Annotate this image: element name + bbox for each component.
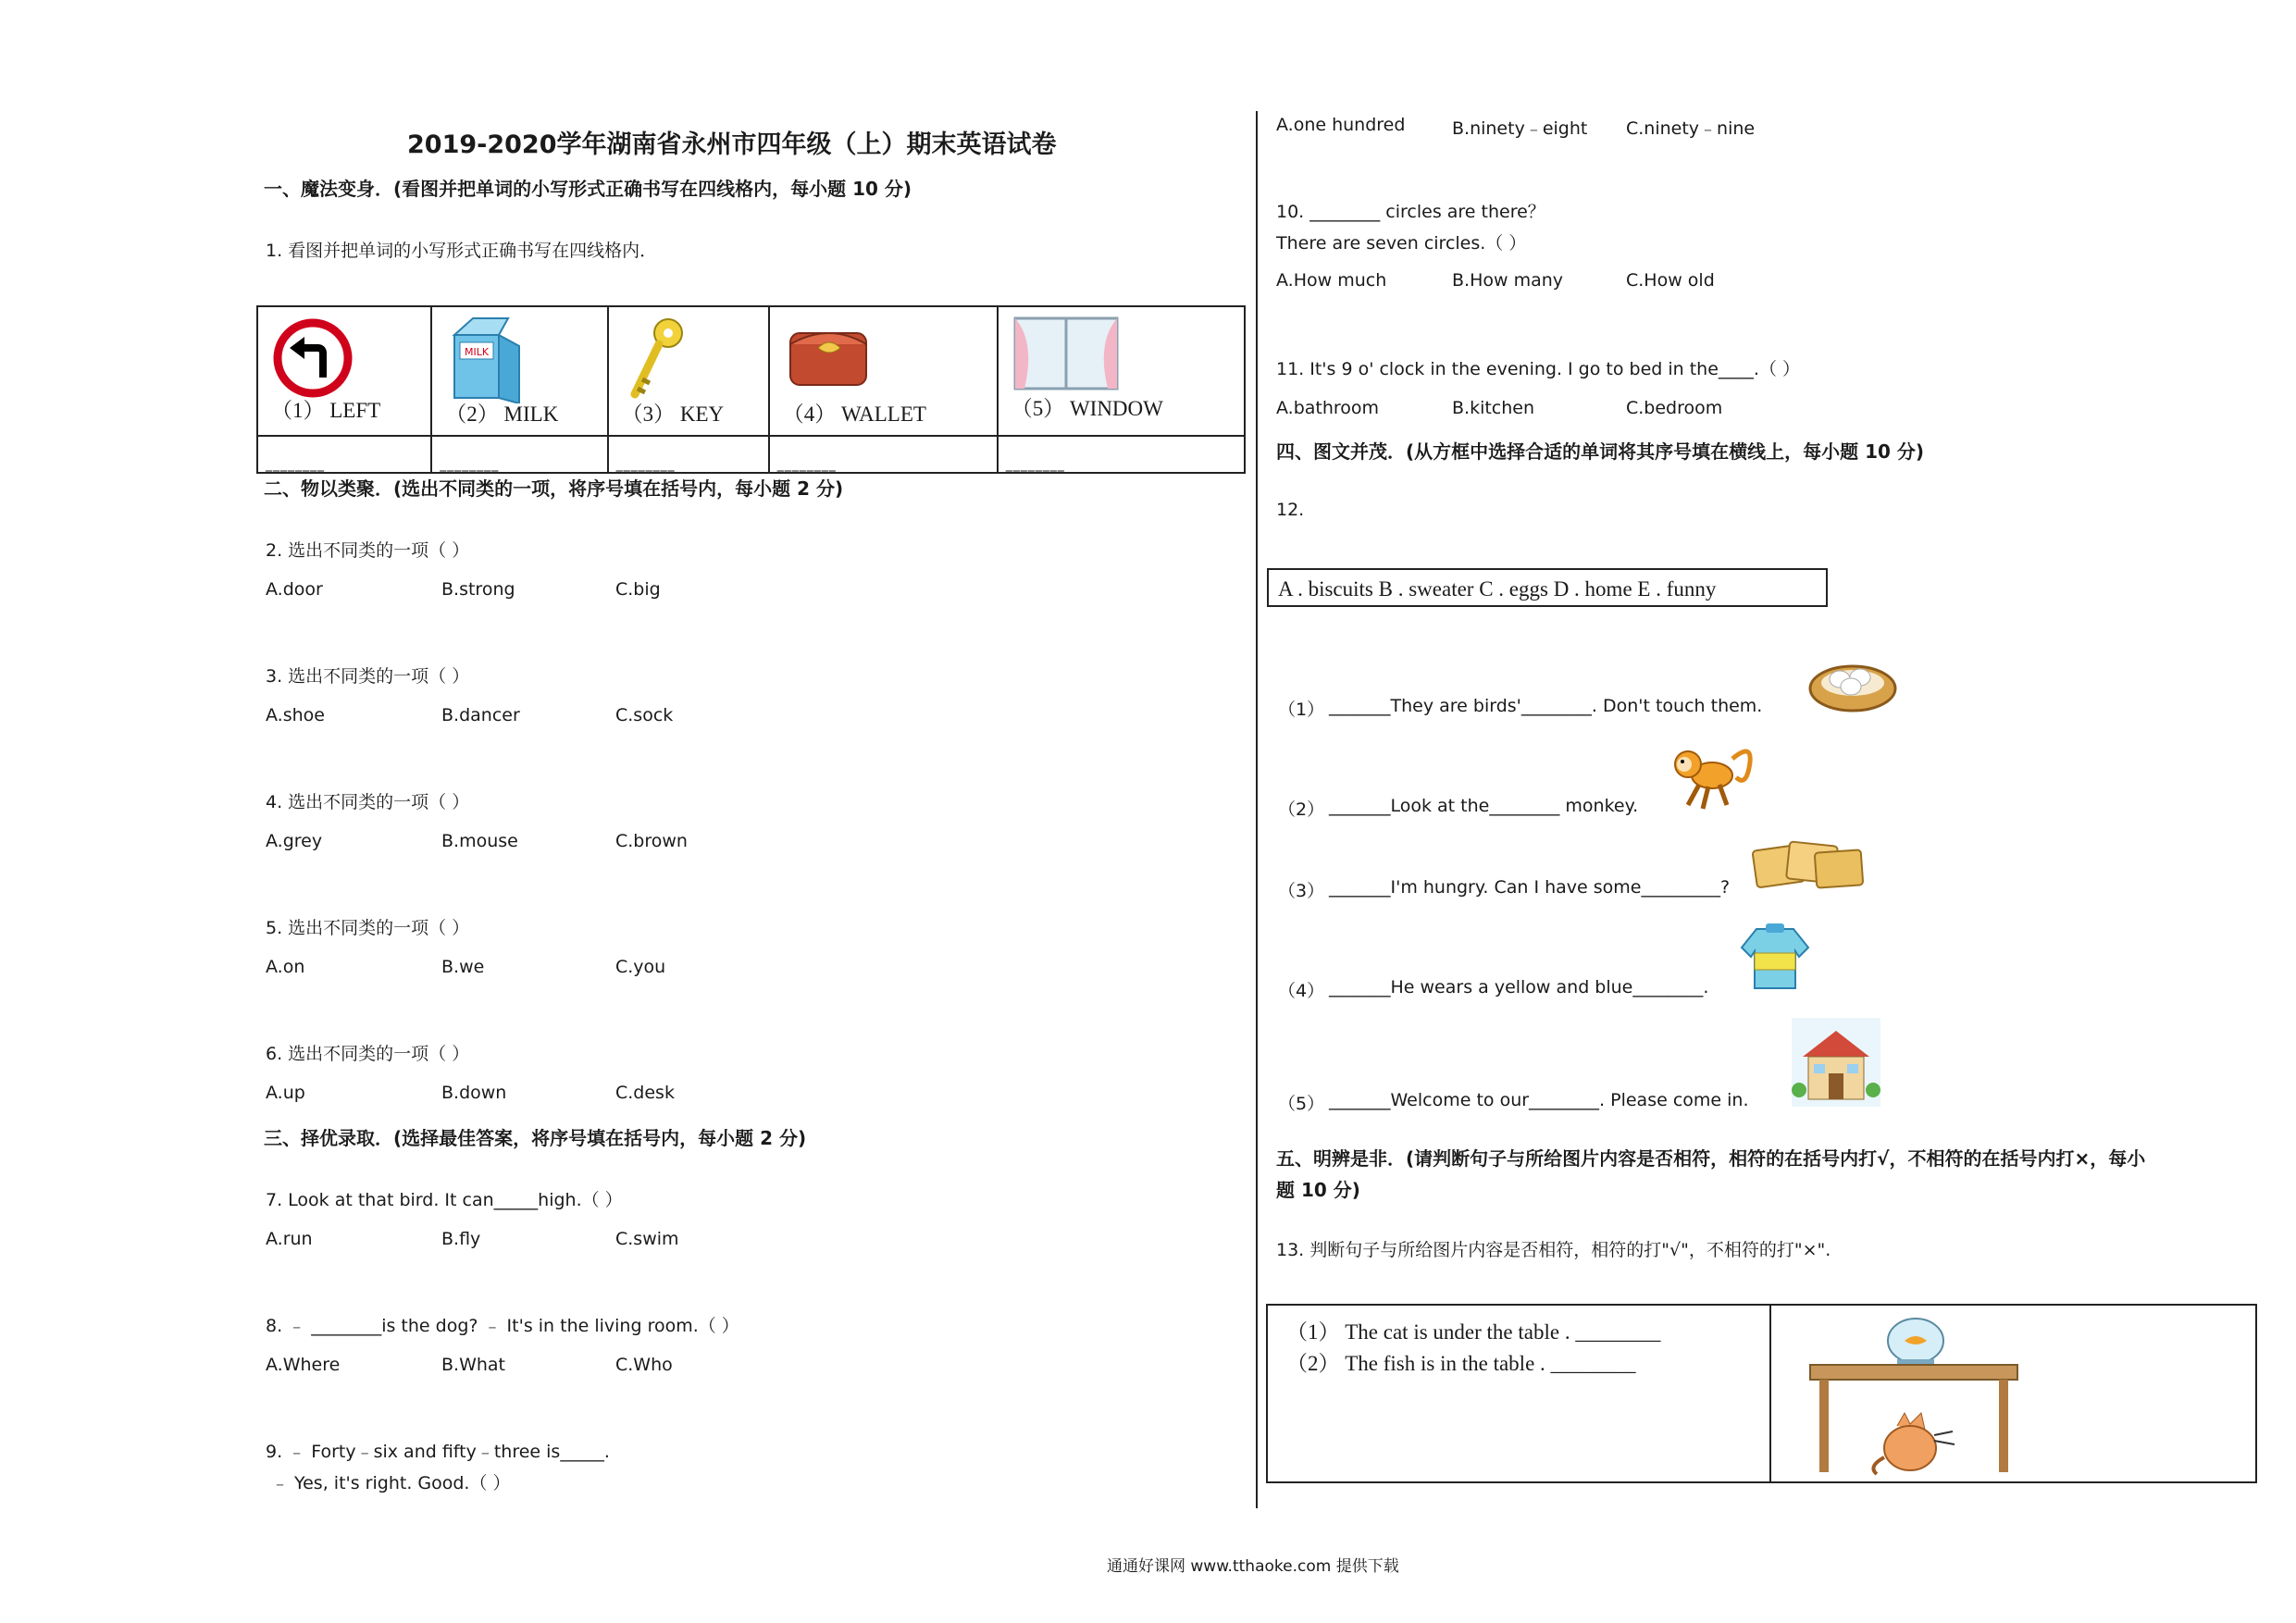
option-2a[interactable]: A.door (266, 579, 323, 600)
item-3-number: （3） (1278, 881, 1325, 901)
picture-label-3: （3） KEY (621, 403, 725, 426)
judgement-table (1266, 1304, 2257, 1483)
question-4: 4. 选出不同类的一项（ ） (266, 792, 470, 812)
answer-cell-3[interactable]: ________ (608, 436, 769, 473)
question-2: 2. 选出不同类的一项（ ） (266, 540, 470, 561)
option-9b[interactable]: B.ninety﹣eight (1452, 118, 1588, 139)
option-7b[interactable]: B.fly (441, 1229, 481, 1249)
option-8a[interactable]: A.Where (266, 1355, 341, 1375)
answer-cell-1[interactable]: ________ (257, 436, 431, 473)
option-3c[interactable]: C.sock (615, 705, 674, 725)
question-8: 8. ﹣ ________is the dog? ﹣ It's in the living room.（ ） (266, 1316, 739, 1336)
biscuits-icon (1751, 836, 1868, 894)
judgement-sentence-2[interactable]: （2） The fish is in the table . ________ (1286, 1352, 1636, 1375)
option-11b[interactable]: B.kitchen (1452, 398, 1535, 418)
question-5: 5. 选出不同类的一项（ ） (266, 918, 470, 938)
option-6b[interactable]: B.down (441, 1083, 507, 1103)
option-8b[interactable]: B.What (441, 1355, 505, 1375)
monkey-icon (1666, 731, 1758, 814)
picture-cell-window (998, 306, 1245, 436)
cat-under-table-fishbowl-icon (1795, 1309, 2027, 1481)
section4-heading: 四、图文并茂．(从方框中选择合适的单词将其序号填在横线上，每小题 10 分) (1276, 440, 1925, 463)
option-10c[interactable]: C.How old (1626, 270, 1715, 291)
option-2b[interactable]: B.strong (441, 579, 515, 600)
column-divider (1256, 111, 1258, 1508)
option-9c[interactable]: C.ninety﹣nine (1626, 118, 1756, 139)
picture-label-2: （2） MILK (445, 403, 559, 426)
item-2-text[interactable]: _______Look at the________ monkey. (1329, 796, 1639, 816)
option-6c[interactable]: C.desk (615, 1083, 675, 1103)
item-5-text[interactable]: _______Welcome to our________. Please come in. (1329, 1090, 1749, 1110)
window-icon (1011, 315, 1121, 392)
sweater-icon (1738, 920, 1812, 994)
picture-cell-wallet (769, 306, 998, 436)
item-3-text[interactable]: _______I'm hungry. Can I have some_________? (1329, 877, 1731, 898)
option-7a[interactable]: A.run (266, 1229, 313, 1249)
item-4-number: （4） (1278, 981, 1325, 1001)
option-7c[interactable]: C.swim (615, 1229, 679, 1249)
word-bank-box: A . biscuits B . sweater C . eggs D . home E . funny (1267, 568, 1828, 607)
question-10: 10. ________ circles are there？ (1276, 202, 1545, 222)
option-3b[interactable]: B.dancer (441, 705, 520, 725)
page-title: 2019-2020学年湖南省永州市四年级（上）期末英语试卷 (407, 130, 1057, 159)
section3-heading: 三、择优录取．(选择最佳答案，将序号填在括号内，每小题 2 分) (264, 1127, 807, 1149)
option-11a[interactable]: A.bathroom (1276, 398, 1380, 418)
wallet-icon (783, 316, 875, 390)
option-9a[interactable]: A.one hundred (1276, 115, 1406, 135)
option-10a[interactable]: A.How much (1276, 270, 1387, 291)
svg-text:MILK: MILK (465, 346, 490, 358)
option-4c[interactable]: C.brown (615, 831, 688, 851)
picture-label-5: （5） WINDOW (1011, 397, 1163, 420)
item-1-text[interactable]: _______They are birds'________. Don't touch them. (1329, 696, 1763, 716)
section5-heading-line1: 五、明辨是非．(请判断句子与所给图片内容是否相符，相符的在括号内打√，不相符的在括号内打×，每小 (1276, 1147, 2146, 1170)
answer-cell-5[interactable]: ________ (998, 436, 1245, 473)
option-3a[interactable]: A.shoe (266, 705, 325, 725)
answer-cell-2[interactable]: ________ (431, 436, 607, 473)
option-4a[interactable]: A.grey (266, 831, 323, 851)
answer-cell-4[interactable]: ________ (769, 436, 998, 473)
option-4b[interactable]: B.mouse (441, 831, 518, 851)
question-7: 7. Look at that bird. It can_____high.（ ） (266, 1190, 623, 1210)
key-icon (626, 315, 690, 403)
option-11c[interactable]: C.bedroom (1626, 398, 1723, 418)
option-10b[interactable]: B.How many (1452, 270, 1564, 291)
question-11: 11. It's 9 o' clock in the evening. I go to bed in the____.（ ） (1276, 359, 1800, 379)
option-8c[interactable]: C.Who (615, 1355, 673, 1375)
option-5a[interactable]: A.on (266, 957, 305, 977)
milk-carton-icon (445, 315, 528, 403)
section5-heading-line2: 题 10 分) (1276, 1179, 1360, 1201)
question-13: 13. 判断句子与所给图片内容是否相符，相符的打"√"，不相符的打"×". (1276, 1240, 1831, 1260)
item-1-number: （1） (1278, 700, 1325, 720)
question-9-line2: ﹣ Yes, it's right. Good.（ ） (271, 1473, 511, 1493)
option-5b[interactable]: B.we (441, 957, 485, 977)
picture-table (256, 305, 1246, 474)
section2-heading: 二、物以类聚．(选出不同类的一项，将序号填在括号内，每小题 2 分) (264, 477, 844, 500)
judgement-sentence-1[interactable]: （1） The cat is under the table . ________ (1286, 1320, 1661, 1344)
option-5c[interactable]: C.you (615, 957, 666, 977)
picture-cell-milk (431, 306, 607, 436)
picture-cell-left (257, 306, 431, 436)
option-6a[interactable]: A.up (266, 1083, 305, 1103)
bird-nest-eggs-icon (1806, 648, 1899, 714)
question-9: 9. ﹣ Forty﹣six and fifty﹣three is_____. (266, 1442, 610, 1462)
item-4-text[interactable]: _______He wears a yellow and blue________. (1329, 977, 1709, 997)
item-5-number: （5） (1278, 1094, 1325, 1114)
judgement-table-divider (1769, 1306, 1771, 1481)
picture-cell-key (608, 306, 769, 436)
option-2c[interactable]: C.big (615, 579, 661, 600)
house-icon (1792, 1018, 1880, 1107)
footer-credit: 通通好课网 www.tthaoke.com 提供下载 (1107, 1557, 1399, 1576)
question-3: 3. 选出不同类的一项（ ） (266, 666, 470, 687)
question-12: 12. (1276, 500, 1305, 520)
turn-left-sign-icon (273, 318, 353, 398)
question-10-line2: There are seven circles.（ ） (1276, 233, 1527, 254)
item-2-number: （2） (1278, 799, 1325, 820)
picture-label-4: （4） WALLET (782, 403, 926, 426)
question-6: 6. 选出不同类的一项（ ） (266, 1044, 470, 1064)
section1-heading: 一、魔法变身．(看图并把单词的小写形式正确书写在四线格内，每小题 10 分) (264, 178, 912, 200)
question-1: 1. 看图并把单词的小写形式正确书写在四线格内． (266, 241, 658, 261)
picture-label-1: （1） LEFT (271, 399, 381, 422)
